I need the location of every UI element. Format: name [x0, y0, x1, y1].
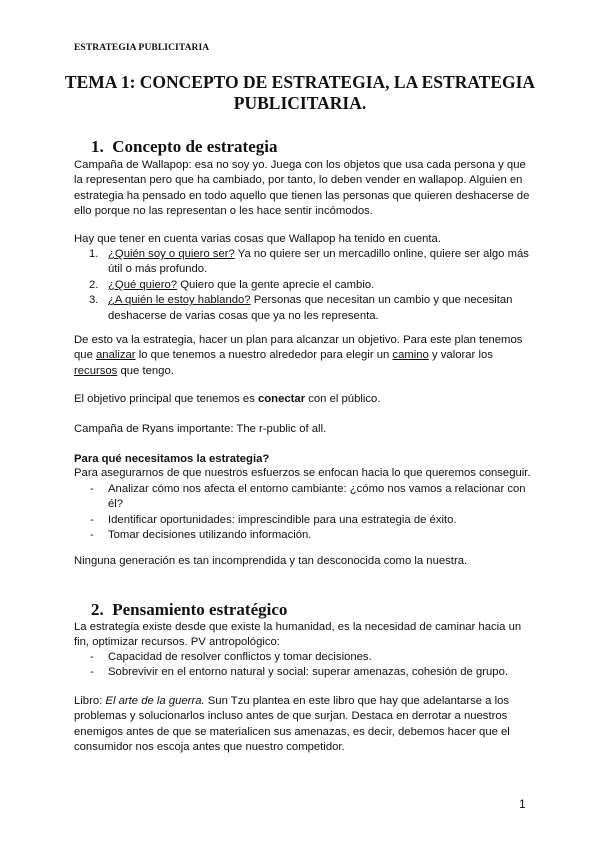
section-1-title: Concepto de estrategia [112, 137, 278, 156]
wallapop-questions-list [74, 247, 532, 324]
list-item [74, 650, 532, 665]
text-run: Libro: [74, 695, 106, 707]
paragraph-strategic-thinking: La estrategia existe desde que existe la humanidad, es la necesidad de caminar hacia un fin, optimizar recursos. PV antropológico: [74, 621, 522, 649]
paragraph-ryans: Campaña de Ryans importante: The r-public of all. [74, 423, 327, 435]
list-marker: - [90, 483, 94, 495]
list-marker: - [90, 513, 94, 526]
paragraph-art-of-war [74, 694, 532, 756]
section-2-number: 2. [91, 600, 104, 619]
list-text: Capacidad de resolver conflictos y tomar decisiones. [108, 651, 372, 663]
underlined-word: analizar [96, 349, 136, 362]
bold-word: conectar [258, 393, 306, 405]
list-question: ¿A quién le estoy hablando? [108, 294, 251, 307]
book-title: El arte de la guerra. [105, 695, 205, 707]
paragraph-wallapop: Campaña de Wallapop: esa no soy yo. Juega con los objetos que usa cada persona y que la representan pero que ha cambiado, por tanto, lo deben vender en wallapop. Alguien en estrategia ha pensado en todo aquello que tienen las personas que quieren deshacerse de ello porque no las representan o les hace sentir incómodos. [74, 159, 530, 218]
underlined-word: recursos [74, 364, 118, 377]
list-text: Personas que necesitan un cambio y que necesitan deshacerse de varias cosas que ya no les representa. [108, 294, 513, 322]
text-run: con el público. [305, 393, 381, 405]
paragraph-strategy-plan [74, 333, 532, 379]
list-marker: 2. [89, 278, 99, 291]
list-marker: - [90, 529, 94, 542]
text-run: y valorar los [428, 349, 493, 362]
paragraph-wallapop-intro: Hay que tener en cuenta varias cosas que Wallapop ha tenido en cuenta. [74, 233, 441, 245]
list-question: ¿Qué quiero? [108, 278, 178, 291]
text-run: El objetivo principal que tenemos es [74, 393, 258, 405]
paragraph-why-strategy: Para asegurarnos de que nuestros esfuerzos se enfocan hacia lo que queremos conseguir. [74, 467, 531, 479]
running-header: ESTRATEGIA PUBLICITARIA [74, 43, 210, 53]
list-text: Ya no quiere ser un mercadillo online, quiere ser algo más útil o más profundo. [108, 248, 529, 276]
document-title: TEMA 1: CONCEPTO DE ESTRATEGIA, LA ESTRATEGIA PUBLICITARIA. [64, 72, 536, 113]
list-text: Analizar cómo nos afecta el entorno cambiante: ¿cómo nos vamos a relacionar con él? [108, 483, 526, 511]
list-item [74, 293, 532, 324]
list-item [74, 513, 532, 528]
page-number: 1 [519, 797, 526, 811]
section-2-heading [91, 600, 287, 620]
list-marker: - [90, 666, 94, 679]
list-text: Quiero que la gente aprecie el cambio. [177, 278, 375, 291]
anthropological-list [74, 650, 532, 681]
list-marker: 3. [89, 294, 99, 307]
list-item [74, 247, 532, 278]
text-run: que tengo. [117, 364, 174, 377]
text-run: lo que tenemos a nuestro alrededor para elegir un [135, 349, 393, 362]
list-text: Tomar decisiones utilizando información. [108, 529, 312, 542]
paragraph-generation: Ninguna generación es tan incomprendida y tan desconocida como la nuestra. [74, 555, 468, 567]
text-run: Sun Tzu plantea en este libro que hay que adelantarse a los problemas y solucionarlos incluso antes de que surjan. Destaca en derrotar a nuestros enemigos antes de que se materialicen sus amenazas, es decir, debemos hacer que el consumidor nos escoja antes que nuestro competidor. [74, 695, 510, 754]
list-question: ¿Quién soy o quiero ser? [108, 248, 235, 260]
list-text: Identificar oportunidades: imprescindible para una estrategia de éxito. [108, 513, 457, 526]
list-item [74, 482, 532, 513]
list-item [74, 528, 532, 543]
paragraph-main-objective [74, 392, 532, 407]
list-item [74, 665, 532, 680]
section-2-title: Pensamiento estratégico [112, 600, 288, 619]
section-1-number: 1. [91, 137, 104, 156]
text-run: De esto va la estrategia, hacer un plan para alcanzar un objetivo. Para este plan tenemos que [74, 334, 523, 362]
underlined-word: camino [392, 349, 429, 362]
list-marker: 1. [89, 248, 99, 260]
list-marker: - [90, 651, 94, 663]
strategy-purpose-list [74, 482, 532, 544]
section-1-heading [91, 137, 278, 157]
list-text: Sobrevivir en el entorno natural y social: superar amenazas, cohesión de grupo. [108, 666, 509, 679]
list-item [74, 278, 532, 293]
subheading-why-strategy: Para qué necesitamos la estrategia? [74, 453, 270, 465]
